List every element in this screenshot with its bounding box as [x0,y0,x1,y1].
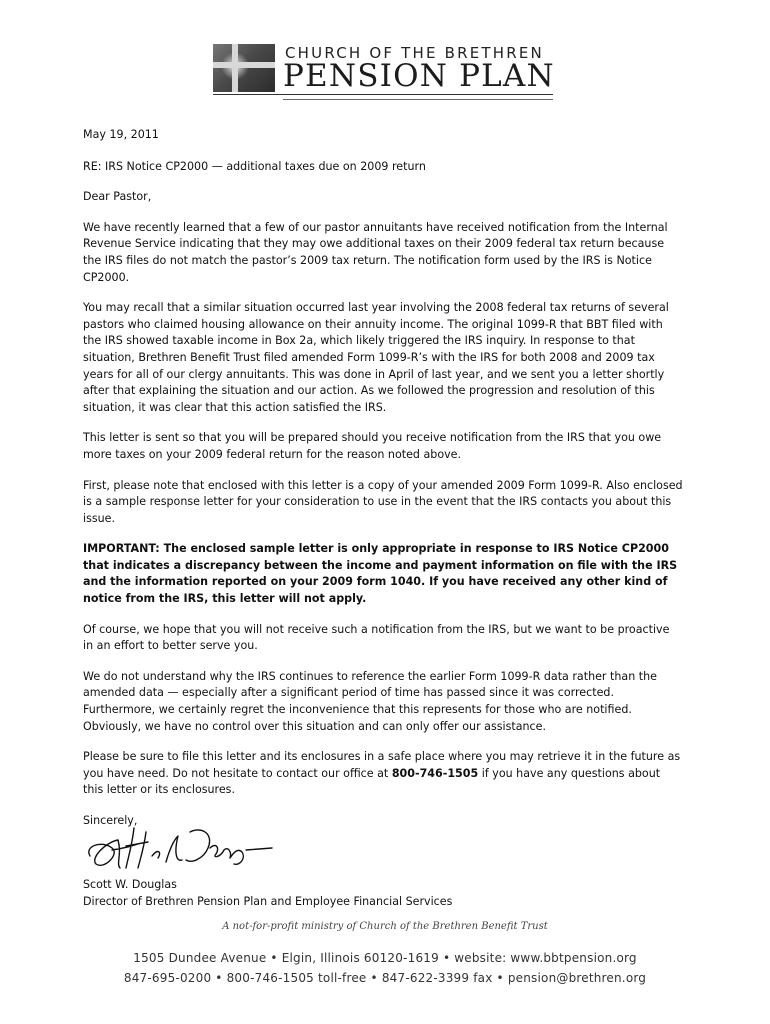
salutation: Dear Pastor, [83,190,152,204]
signer-name: Scott W. Douglas [83,878,177,891]
paragraph-1: We have recently learned that a few of our pastor annuitants have received notification from the Internal Revenue Service indicating that they may owe additional taxes on their 2009 federal tax return because the IRS files do not match the pastor’s 2009 tax return. The notification form used by the IRS is Notice CP2000. [83,220,668,284]
paragraph-3: This letter is sent so that you will be prepared should you receive notification from the IRS that you owe more taxes on your 2009 federal return for the reason noted above. [83,431,662,461]
letterhead-rule [213,94,553,95]
paragraph-8 [83,749,683,799]
signer-title: Director of Brethren Pension Plan and Employee Financial Services [83,895,453,908]
org-name-line1: CHURCH OF THE BRETHREN [285,44,544,62]
letterhead [213,44,553,102]
footer-contact [0,948,770,988]
letterhead-rule-secondary [283,99,553,100]
footer-phone-email: 847-695-0200 • 800-746-1505 toll-free • 847-622-3399 fax • pension@brethren.org [123,971,647,985]
footer-tagline: A not-for-profit ministry of Church of the Brethren Benefit Trust [222,921,548,932]
handwritten-signature [82,818,282,878]
org-name-line2: PENSION PLAN [283,58,555,94]
paragraph-7: We do not understand why the IRS continues to reference the earlier Form 1099-R data rather than the amended data — especially after a significant period of time has passed since it was corrected. Furthermore, we certainly regret the inconvenience that this represents for those who are notified. Obviously, we have no control over this situation and can only offer our assistance. [83,669,657,733]
footer-address: 1505 Dundee Avenue • Elgin, Illinois 60120-1619 • website: www.bbtpension.org [133,951,637,965]
paragraph-4: First, please note that enclosed with this letter is a copy of your amended 2009 Form 1099-R. Also enclosed is a sample response letter for your consideration to use in the event that the IRS contacts you about this issue. [83,478,683,525]
signer-block [83,876,452,910]
paragraph-6: Of course, we hope that you will not receive such a notification from the IRS, but we want to be proactive in an effort to better serve you. [83,622,670,653]
paragraph-2: You may recall that a similar situation occurred last year involving the 2008 federal tax returns of several pastors who claimed housing allowance on their annuity income. The original 1099-R that BBT filed with the IRS showed taxable income in Box 2a, which likely triggered the IRS inquiry. In response to that situation, Brethren Benefit Trust filed amended Form 1099-R’s with the IRS for both 2008 and 2009 tax years for all of our clergy annuitants. This was done in April of last year, and we sent you a letter shortly after that explaining the situation and our action. As we followed the progression and resolution of this situation, it was clear that this action satisfied the IRS. [83,301,669,414]
office-phone: 800-746-1505 [391,766,479,780]
cross-logo-icon [213,44,275,92]
letter-body [83,127,683,844]
letter-date: May 19, 2011 [83,128,159,141]
closing: Sincerely, [83,814,138,827]
paragraph-8-end: if you have any questions about this letter or its enclosures. [83,766,661,797]
letter-subject: RE: IRS Notice CP2000 — additional taxes due on 2009 return [83,159,426,173]
paragraph-8-start: Please be sure to file this letter and its enclosures in a safe place where you may retrieve it in the future as you have need. Do not hesitate to contact our office at [83,750,681,780]
important-notice: IMPORTANT: The enclosed sample letter is only appropriate in response to IRS Notice CP2000 that indicates a discrepancy between the income and payment information on file with the IRS and the information reported on your 2009 form 1040. If you have received any other kind of notice from the IRS, this letter will not apply. [83,542,678,606]
